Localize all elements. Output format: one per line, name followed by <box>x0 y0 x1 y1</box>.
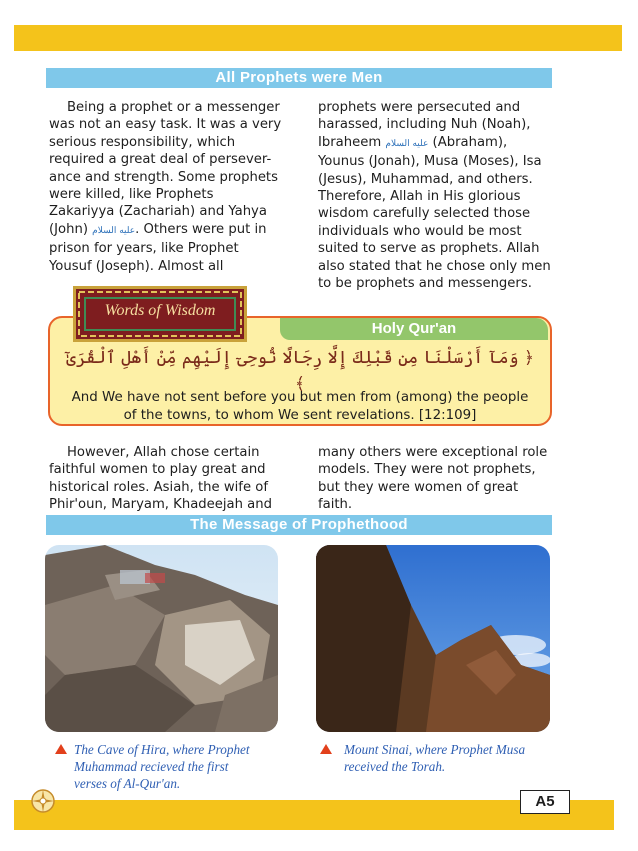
caption-line: Mount Sinai, where Prophet Musa <box>344 742 526 757</box>
text-fragment: (John) <box>49 221 93 237</box>
section-heading-prophets-men: All Prophets were Men <box>46 68 552 88</box>
text-line: to be prophets and messengers. <box>318 276 532 292</box>
left-column-text <box>49 99 304 275</box>
cave-of-hira-photo <box>45 545 278 732</box>
text-fragment: Ibraheem <box>318 134 386 150</box>
tab-label: Holy Qur'an <box>371 320 457 337</box>
text-line: harassed, including Nuh (Noah), <box>318 117 531 133</box>
text-line: faith. <box>318 497 353 513</box>
text-line: was not an easy task. It was a very <box>49 117 282 133</box>
text-line: historical roles. Asiah, the wife of <box>49 479 268 495</box>
text-line: individuals who would be most <box>318 223 522 239</box>
arabic-honorific: عليه السلام <box>385 138 429 149</box>
mount-sinai-photo <box>316 545 550 732</box>
caption-mount-sinai <box>344 741 564 775</box>
text-line: wisdom carefully selected those <box>318 206 531 222</box>
text-fragment: (Abraham), <box>428 134 508 150</box>
compass-ornament-icon <box>30 788 56 814</box>
text-line: Being a prophet or a messenger <box>67 100 280 115</box>
text-line: suited to serve as prophets. Allah <box>318 241 540 257</box>
caption-line: The Cave of Hira, where Prophet <box>74 742 250 757</box>
badge-label: Words of Wisdom <box>104 302 216 319</box>
top-band <box>14 25 622 51</box>
text-line: Zakariyya (Zachariah) and Yahya <box>49 204 267 220</box>
text-line: ance and strength. Some prophets <box>49 169 278 185</box>
text-line: but they were women of great <box>318 479 519 495</box>
text-line-john <box>49 221 304 240</box>
page-number: A5 <box>520 790 570 814</box>
text-line: prophets were persecuted and <box>318 100 521 115</box>
caption-line: Muhammad recieved the first <box>74 759 229 774</box>
text-line: required a great deal of persever- <box>49 152 272 168</box>
text-line: serious responsibility, which <box>49 134 236 150</box>
holy-quran-tab <box>280 318 548 340</box>
text-line: Phir'oun, Maryam, Khadeejah and <box>49 497 272 513</box>
text-fragment: . Others were put in <box>135 221 267 237</box>
text-line: Therefore, Allah in His glorious <box>318 189 521 205</box>
text-line: However, Allah chose certain <box>67 445 260 460</box>
text-line: faithful women to play great and <box>49 462 266 478</box>
right-column-text <box>318 99 568 292</box>
arabic-honorific: عليه السلام <box>92 225 136 236</box>
triangle-marker-icon <box>55 744 67 754</box>
text-line: were killed, like Prophets <box>49 187 214 203</box>
left-column-women <box>49 444 304 514</box>
caption-line: verses of Al-Qur'an. <box>74 776 181 791</box>
caption-cave-of-hira <box>74 741 284 792</box>
translation-line: And We have not sent before you but men from (among) the people <box>71 390 529 405</box>
caption-line: received the Torah. <box>344 759 446 774</box>
right-column-women <box>318 444 568 514</box>
text-line: many others were exceptional role <box>318 445 548 460</box>
text-line: also stated that he chose only men <box>318 258 551 274</box>
rocky-cave-illustration <box>45 545 278 732</box>
text-line: Younus (Jonah), Musa (Moses), Isa <box>318 154 542 170</box>
verse-translation <box>52 389 548 424</box>
arabic-verse: ﴿ وَمَآ أَرْسَلْنَا مِن قَبْلِكَ إِلَّا رِجَالًا نُّوحِىٓ إِلَيْهِم مِّنْ أَهْلِ ٱلْقُرَىٰٓ ﴾ <box>66 348 534 394</box>
translation-line: of the towns, to whom We sent revelations. [12:109] <box>123 407 477 423</box>
words-of-wisdom-badge <box>73 286 247 342</box>
text-line-ibraheem <box>318 134 568 153</box>
text-line: Yousuf (Joseph). Almost all <box>49 258 224 274</box>
triangle-marker-icon <box>320 744 332 754</box>
text-line: prison for years, like Prophet <box>49 241 239 257</box>
text-line: (Jesus), Muhammad, and others. <box>318 171 533 187</box>
section-heading-message: The Message of Prophethood <box>46 515 552 535</box>
text-line: models. They were not prophets, <box>318 462 536 478</box>
mountain-illustration <box>316 545 550 732</box>
